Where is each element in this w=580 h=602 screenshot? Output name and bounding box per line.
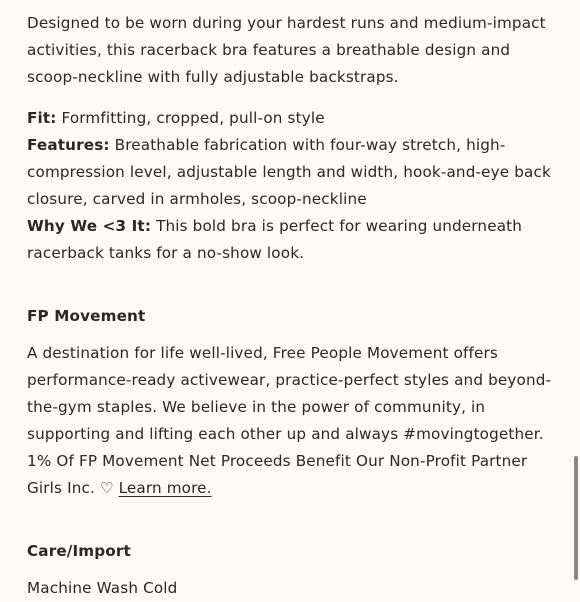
- description-intro: Designed to be worn during your hardest runs and medium-impact activities, this racerback bra features a breathable design and scoop-neckline with fully adjustable backstraps.: [27, 14, 546, 86]
- spec-label: Features:: [27, 136, 110, 154]
- spec-label: Fit:: [27, 109, 57, 127]
- spec-label: Why We <3 It:: [27, 217, 152, 235]
- brand-section-body: [27, 340, 557, 502]
- heart-icon: ♡: [99, 479, 114, 497]
- spec-features: [27, 132, 557, 213]
- spec-text: Breathable fabrication with four-way stretch, high-compression level, adjustable length and width, hook-and-eye back closure, carved in armholes, scoop-neckline: [27, 136, 551, 208]
- learn-more-link[interactable]: Learn more.: [118, 479, 212, 497]
- brand-body-text: A destination for life well-lived, Free People Movement offers performance-ready activewear, practice-perfect styles and beyond-the-gym staples. We believe in the power of community, in supporting and lifting each other up and always #movingtogether. 1% Of FP Movement Net Proceeds Benefit Our Non-Profit Partner Girls Inc.: [27, 344, 552, 497]
- brand-section-title: FP Movement: [27, 307, 146, 325]
- spec-text: Formfitting, cropped, pull-on style: [61, 109, 325, 127]
- product-description: [27, 10, 557, 602]
- care-section-body: Machine Wash Cold: [27, 579, 178, 597]
- scrollbar-thumb[interactable]: [574, 456, 578, 580]
- spec-why-we-love-it: [27, 213, 557, 267]
- care-section-title: Care/Import: [27, 542, 131, 560]
- spec-text: This bold bra is perfect for wearing underneath racerback tanks for a no-show look.: [27, 217, 523, 262]
- spec-fit: [27, 105, 557, 132]
